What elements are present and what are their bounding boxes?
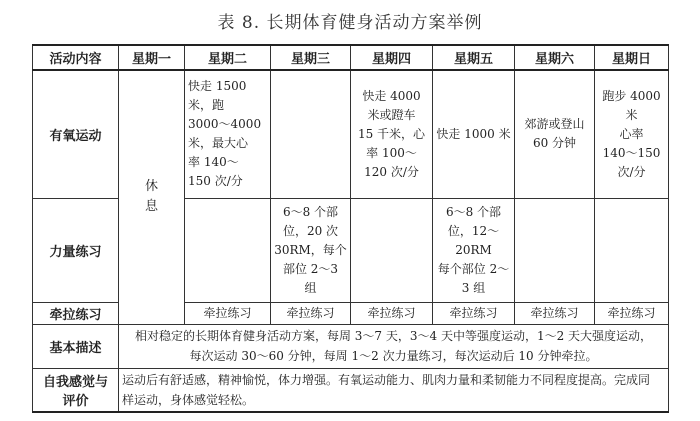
- feeling-line: 样运动，身体感觉轻松。: [122, 392, 255, 407]
- monday-rest-cell: [119, 70, 185, 324]
- aerobic-tue-line: 米，跑: [188, 98, 225, 113]
- strength-label: 力量练习: [33, 198, 119, 302]
- header-thursday: 星期四: [351, 45, 433, 70]
- strength-wed-line: 部位 2～3: [282, 261, 339, 276]
- strength-tuesday: [185, 198, 271, 302]
- strength-fri-line: 3 组: [461, 280, 486, 295]
- header-monday: 星期一: [119, 45, 185, 70]
- description-label: 基本描述: [33, 324, 119, 368]
- description-line: 每次运动 30～60 分钟，每周 1～2 次力量练习，每次运动后 10 分钟牵拉。: [189, 349, 598, 363]
- strength-wednesday: [271, 198, 351, 302]
- stretch-saturday: 牵拉练习: [515, 302, 595, 324]
- header-activity: 活动内容: [33, 45, 119, 70]
- aerobic-wednesday: [271, 70, 351, 198]
- header-saturday: 星期六: [515, 45, 595, 70]
- aerobic-sun-line: 跑步 4000 米: [602, 88, 661, 122]
- rest-char-1: 休: [144, 179, 158, 195]
- description-row: [33, 324, 669, 368]
- stretch-tuesday: 牵拉练习: [185, 302, 271, 324]
- header-sunday: 星期日: [595, 45, 669, 70]
- aerobic-sun-line: 140～150: [602, 145, 661, 160]
- description-line: 相对稳定的长期体育健身活动方案，每周 3～7 天，3～4 天中等强度运动，1～2 天大强度运动，: [134, 329, 653, 343]
- aerobic-sun-line: 心率: [619, 126, 644, 141]
- header-row: [33, 45, 669, 70]
- stretch-friday: 牵拉练习: [433, 302, 515, 324]
- feeling-label-line: 自我感觉与: [42, 374, 108, 390]
- aerobic-label: 有氧运动: [33, 70, 119, 198]
- stretch-thursday: 牵拉练习: [351, 302, 433, 324]
- strength-wed-line: 30RM，每个: [274, 242, 347, 257]
- strength-wed-line: 6～8 个部: [282, 204, 339, 219]
- feeling-label: [33, 368, 119, 412]
- aerobic-sat-line: 郊游或登山: [524, 117, 585, 132]
- description-text: [119, 324, 669, 368]
- strength-fri-line: 每个部位 2～: [437, 261, 510, 276]
- aerobic-thursday: [351, 70, 433, 198]
- strength-fri-line: 6～8 个部: [445, 204, 502, 219]
- header-wednesday: 星期三: [271, 45, 351, 70]
- aerobic-saturday: [515, 70, 595, 198]
- feeling-label-line: 评价: [62, 393, 89, 409]
- aerobic-fri-line: 快走 1000 米: [436, 126, 511, 141]
- header-friday: 星期五: [433, 45, 515, 70]
- feeling-row: [33, 368, 669, 412]
- stretch-label: 牵拉练习: [33, 302, 119, 324]
- feeling-line: 运动后有舒适感，精神愉悦，体力增强。有氧运动能力、肌肉力量和柔韧能力不同程度提高。完成同: [122, 372, 651, 387]
- strength-sunday: [595, 198, 669, 302]
- strength-friday: [433, 198, 515, 302]
- aerobic-thu-line: 15 千米，心: [357, 126, 426, 141]
- aerobic-tue-line: 快走 1500: [188, 79, 247, 94]
- aerobic-friday: [433, 70, 515, 198]
- aerobic-tue-line: 米，最大心: [188, 136, 249, 151]
- table-title: 表 8. 长期体育健身活动方案举例: [217, 13, 483, 33]
- strength-wed-line: 位，20 次: [282, 223, 339, 238]
- strength-wed-line: 组: [304, 280, 317, 295]
- feeling-text: [119, 368, 669, 412]
- aerobic-tuesday: [185, 70, 271, 198]
- aerobic-tue-line: 3000～4000: [188, 117, 262, 132]
- aerobic-tue-line: 率 140～: [188, 155, 239, 170]
- aerobic-tue-line: 150 次/分: [188, 174, 243, 189]
- aerobic-thu-line: 率 100～: [366, 145, 417, 160]
- aerobic-thu-line: 120 次/分: [364, 164, 419, 179]
- fitness-plan-table: [32, 44, 669, 413]
- header-tuesday: 星期二: [185, 45, 271, 70]
- aerobic-thu-line: 快走 4000: [362, 88, 421, 103]
- strength-thursday: [351, 198, 433, 302]
- aerobic-sunday: [595, 70, 669, 198]
- aerobic-sat-line: 60 分钟: [532, 136, 577, 151]
- aerobic-thu-line: 米或蹬车: [367, 107, 416, 122]
- aerobic-sun-line: 次/分: [617, 164, 646, 179]
- rest-char-2: 息: [144, 199, 158, 215]
- strength-fri-line: 位，12～20RM: [447, 223, 500, 257]
- strength-saturday: [515, 198, 595, 302]
- aerobic-row: [33, 70, 669, 198]
- stretch-sunday: 牵拉练习: [595, 302, 669, 324]
- stretch-wednesday: 牵拉练习: [271, 302, 351, 324]
